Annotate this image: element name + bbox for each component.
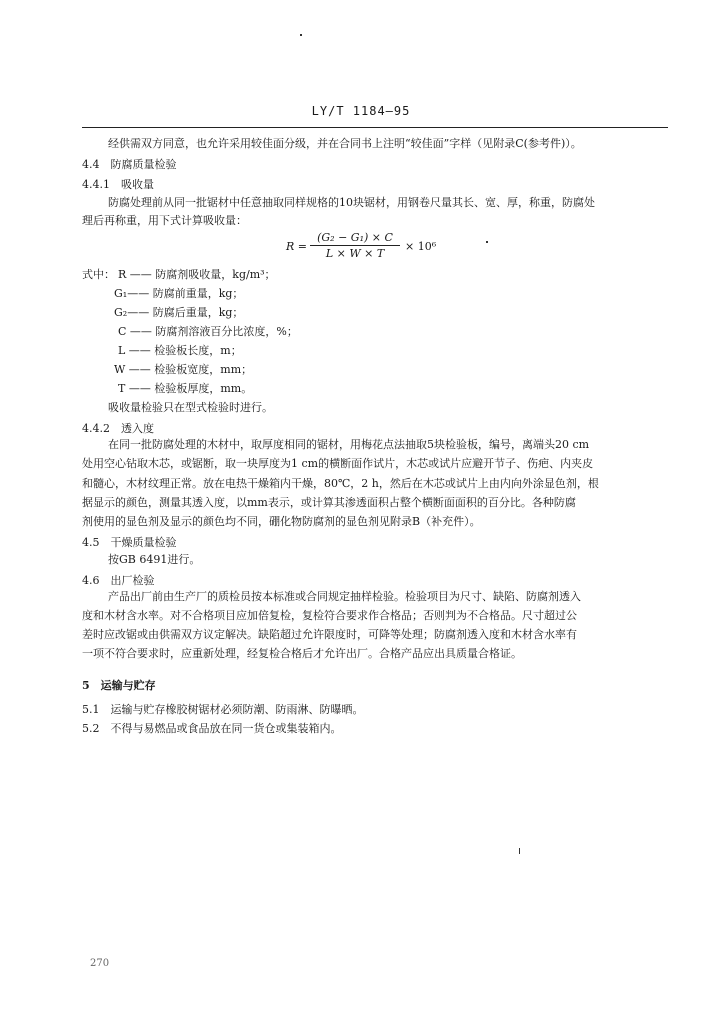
paragraph-line: 据显示的颜色，测量其透入度，以mm表示，或计算其渗透面积占整个横断面面积的百分比。各种防腐 [82,496,576,509]
section-heading-4-5: 4.5 干燥质量检验 [82,536,177,549]
formula-fraction [310,231,400,260]
paragraph-line: 剂使用的显色剂及显示的颜色均不同，硼化物防腐剂的显色剂见附录B（补充件）。 [82,515,481,528]
paragraph-line: 5.2 不得与易燃品或食品放在同一货仓或集装箱内。 [82,722,342,735]
formula-lhs: R = [286,240,307,253]
variable-definition: T —— 检验板厚度，mm。 [118,382,253,395]
paragraph-line: 理后再称重，用下式计算吸收量： [82,214,247,227]
header-rule [82,127,668,128]
paragraph-line: 度和木材含水率。对不合格项目应加倍复检，复检符合要求作合格品；否则判为不合格品。尺寸超过公 [82,609,577,622]
section-heading-4-4-1: 4.4.1 吸收量 [82,178,154,191]
formula-rhs: × 10⁶ [405,240,437,253]
paragraph-line: 和髓心，木材纹理正常。放在电热干燥箱内干燥，80℃，2 h，然后在木芯或试片上由内向外涂显色剂，根 [82,477,599,490]
scan-speck [486,241,488,243]
scan-speck [300,34,302,36]
scan-speck [519,848,520,854]
section-heading-4-4-2: 4.4.2 透入度 [82,422,154,435]
formula-denominator: L × W × T [325,247,385,260]
paragraph-line: 5.1 运输与贮存橡胶树锯材必须防潮、防雨淋、防曝晒。 [82,703,364,716]
variable-definition: W —— 检验板宽度，mm； [114,363,253,376]
section-heading-4-4: 4.4 防腐质量检验 [82,158,177,171]
variable-definition: R —— 防腐剂吸收量，kg/m³； [118,268,276,281]
variable-definition: C —— 防腐剂溶液百分比浓度，%； [118,325,298,338]
paragraph-line: 经供需双方同意，也允许采用较佳面分级，并在合同书上注明“较佳面”字样（见附录C(参考件)）。 [108,137,582,150]
paragraph-line: 在同一批防腐处理的木材中，取厚度相同的锯材，用梅花点法抽取5块检验板，编号，离端头20 cm [108,438,590,451]
paragraph-line: 按GB 6491进行。 [108,553,201,566]
paragraph-line: 防腐处理前从同一批锯材中任意抽取同样规格的10块锯材，用钢卷尺量其长、宽、厚，称重，防腐处 [108,196,595,209]
variable-definition: G₂—— 防腐后重量，kg； [114,306,244,319]
variable-definition: L —— 检验板长度，m； [118,344,242,357]
fraction-bar [310,245,400,246]
paragraph-line: 产品出厂前由生产厂的质检员按本标准或合同规定抽样检验。检验项目为尺寸、缺陷、防腐剂透入 [108,590,581,603]
page-number: 270 [90,958,110,969]
section-heading-5: 5 运输与贮存 [82,679,156,692]
formula-numerator: (G₂ − G₁) × C [317,231,393,244]
paragraph-line: 差时应改锯或由供需双方议定解决。缺陷超过允许限度时，可降等处理；防腐剂透入度和木材含水率有 [82,628,577,641]
variable-definition: G₁—— 防腐前重量，kg； [114,287,244,300]
document-header: LY/T 1184—95 [311,104,411,118]
section-heading-4-6: 4.6 出厂检验 [82,574,155,587]
paragraph-line: 处用空心钻取木芯，或锯断，取一块厚度为1 cm的横断面作试片，木芯或试片应避开节子、伤疤、内夹皮 [82,457,594,470]
paragraph-line: 吸收量检验只在型式检验时进行。 [108,401,273,414]
paragraph-line: 一项不符合要求时，应重新处理，经复检合格后才允许出厂。合格产品应出具质量合格证。 [82,647,522,660]
where-intro: 式中： [82,268,115,281]
